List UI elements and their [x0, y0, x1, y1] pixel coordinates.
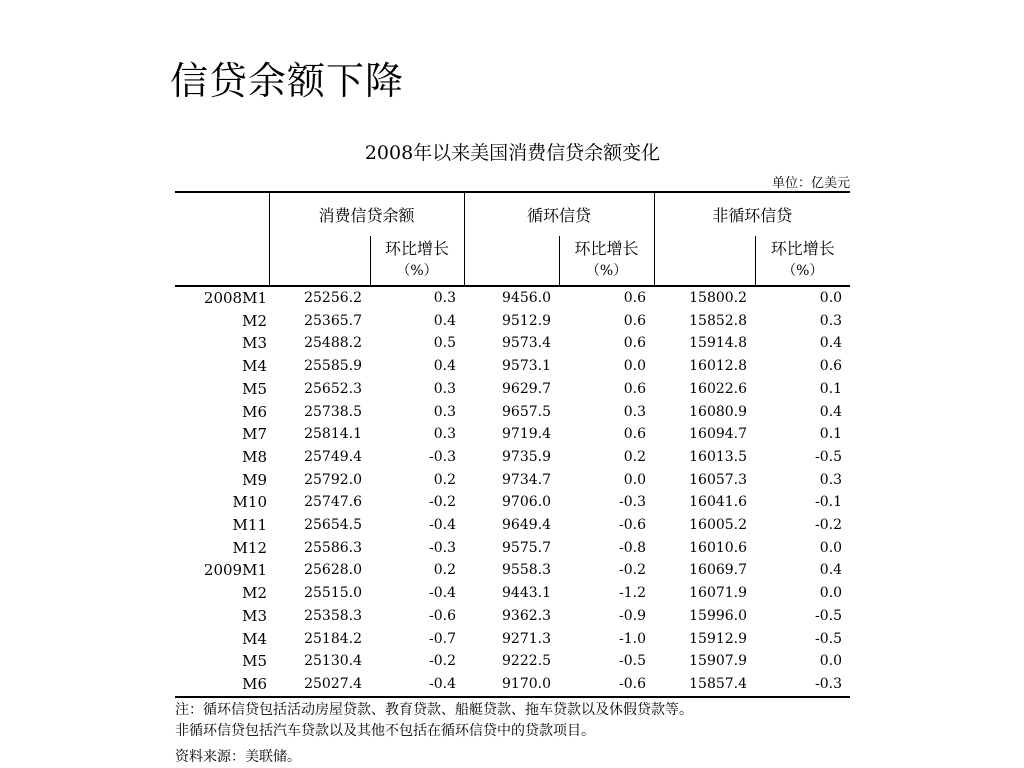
- table-cell: 0.4: [433, 312, 457, 329]
- table-cell: 16010.6: [689, 539, 748, 556]
- table-cell: -0.6: [429, 607, 457, 624]
- table-row: [175, 559, 850, 582]
- table-cell: 25628.0: [304, 562, 362, 579]
- table-cell: 0.3: [433, 380, 457, 397]
- row-label: M4: [242, 629, 267, 648]
- table-cell: 25654.5: [304, 517, 362, 534]
- table-cell: -0.7: [429, 630, 457, 647]
- table-cell: 0.5: [433, 335, 457, 352]
- consumer-credit-table: [175, 191, 850, 698]
- header-corner-sub: [175, 236, 269, 286]
- table-cell: 16069.7: [689, 562, 748, 579]
- table-cell: 15914.8: [689, 335, 748, 352]
- table-cell: 15857.4: [654, 673, 755, 697]
- table-cell: 9706.0: [502, 494, 552, 511]
- table-cell: -0.2: [429, 494, 457, 511]
- table-row: [175, 582, 850, 605]
- table-cell: -0.4: [370, 673, 464, 697]
- header-consumer-credit: 消费信贷余额: [269, 192, 464, 236]
- row-label: M3: [242, 606, 267, 625]
- table-cell: 15912.9: [689, 630, 748, 647]
- row-label: 2008M1: [203, 289, 267, 307]
- table-cell: 25515.0: [304, 585, 362, 602]
- table-cell: 16071.9: [689, 585, 748, 602]
- slide-title: 信贷余额下降: [170, 59, 405, 103]
- table-cell: 25585.9: [304, 358, 362, 375]
- table-row: [175, 628, 850, 651]
- growth-unit: （%）: [396, 263, 438, 279]
- table-cell: -0.9: [619, 607, 647, 624]
- table-cell: -1.0: [619, 630, 647, 647]
- table-cell: -0.5: [815, 448, 843, 465]
- table-cell: 0.0: [819, 585, 843, 602]
- header-revolving-credit: 循环信贷: [464, 192, 654, 236]
- row-label: M9: [242, 470, 267, 489]
- footnotes: [175, 700, 693, 742]
- table-cell: 9719.4: [502, 426, 552, 443]
- row-label: M5: [242, 652, 267, 671]
- row-label: 2009M1: [203, 561, 267, 580]
- row-label: M3: [242, 334, 267, 353]
- table-cell: -0.2: [815, 517, 843, 534]
- table-cell: -0.6: [559, 673, 654, 697]
- table-row: [175, 469, 850, 492]
- table-cell: 0.0: [819, 653, 843, 670]
- table-cell: -0.4: [429, 517, 457, 534]
- header-row-groups: [175, 192, 850, 236]
- table-cell: 0.6: [623, 380, 647, 397]
- table-cell: 0.3: [623, 403, 647, 420]
- table-cell: 25488.2: [304, 335, 362, 352]
- table-cell: 25652.3: [304, 380, 362, 397]
- table-cell: -0.6: [619, 517, 647, 534]
- source-note: 资料来源：美联储。: [175, 749, 301, 765]
- growth-label: 环比增长: [385, 239, 450, 258]
- table-cell: -0.5: [815, 607, 843, 624]
- table-row: [175, 332, 850, 355]
- table-cell: -0.3: [619, 494, 647, 511]
- table-cell: 9222.5: [502, 653, 552, 670]
- table-cell: 0.4: [819, 403, 843, 420]
- table-cell: -0.5: [619, 653, 647, 670]
- table-cell: 9558.3: [502, 562, 552, 579]
- table-cell: 16080.9: [689, 403, 748, 420]
- table-row: [175, 514, 850, 537]
- table-row: [175, 650, 850, 673]
- table-cell: 25358.3: [304, 607, 362, 624]
- table-cell: 0.1: [819, 380, 843, 397]
- header-growth-2: [559, 236, 654, 286]
- table-cell: 0.6: [819, 358, 843, 375]
- table-cell: 25792.0: [304, 471, 362, 488]
- table-cell: 0.3: [433, 290, 457, 306]
- table-cell: 25184.2: [304, 630, 362, 647]
- row-label: M10: [232, 493, 267, 512]
- table-cell: 0.3: [819, 471, 843, 488]
- row-label: M2: [242, 311, 267, 330]
- table-cell: 25256.2: [304, 290, 362, 306]
- table-cell: 9735.9: [502, 448, 552, 465]
- table-cell: 25130.4: [304, 653, 362, 670]
- table-cell: 16013.5: [689, 448, 748, 465]
- table-cell: 9575.7: [502, 539, 552, 556]
- table-cell: 0.1: [819, 426, 843, 443]
- table-cell: 0.6: [623, 290, 647, 306]
- row-label: M8: [242, 447, 267, 466]
- table-cell: 0.3: [819, 312, 843, 329]
- table-cell: 0.6: [623, 426, 647, 443]
- table-cell: 15852.8: [689, 312, 748, 329]
- header-blank: [464, 236, 559, 286]
- table-row: [175, 401, 850, 424]
- table-row: [175, 286, 850, 310]
- table-cell: 9573.1: [502, 358, 552, 375]
- header-nonrevolving-credit: 非循环信贷: [654, 192, 850, 236]
- table-cell: -0.3: [429, 448, 457, 465]
- header-growth-1: [370, 236, 464, 286]
- table-cell: 25738.5: [304, 403, 362, 420]
- table-cell: 15800.2: [689, 290, 748, 306]
- row-label: M4: [242, 357, 267, 376]
- header-row-sub: [175, 236, 850, 286]
- row-label: M6: [175, 673, 269, 697]
- table-cell: 0.4: [819, 335, 843, 352]
- table-cell: 0.2: [433, 562, 457, 579]
- table-cell: 16041.6: [689, 494, 748, 511]
- table-row: [175, 605, 850, 628]
- table-cell: -1.2: [619, 585, 647, 602]
- table-cell: 9443.1: [502, 585, 552, 602]
- table-cell: -0.3: [429, 539, 457, 556]
- table-cell: -0.4: [429, 585, 457, 602]
- table-row: [175, 423, 850, 446]
- table-cell: 0.0: [623, 471, 647, 488]
- table-cell: 15907.9: [689, 653, 748, 670]
- table-cell: 0.2: [623, 448, 647, 465]
- table-body: [175, 286, 850, 697]
- table-cell: 0.6: [623, 335, 647, 352]
- table-cell: 9629.7: [502, 380, 552, 397]
- table-cell: 16022.6: [689, 380, 748, 397]
- table-cell: 9362.3: [502, 607, 552, 624]
- table-cell: 0.3: [433, 426, 457, 443]
- table-cell: 25586.3: [304, 539, 362, 556]
- table-cell: 0.3: [433, 403, 457, 420]
- table-cell: 0.0: [819, 290, 843, 306]
- table-cell: 25749.4: [304, 448, 362, 465]
- table-cell: -0.5: [815, 630, 843, 647]
- table-row: [175, 378, 850, 401]
- table-cell: -0.8: [619, 539, 647, 556]
- table-title: 2008年以来美国消费信贷余额变化: [364, 142, 661, 164]
- table-cell: 0.0: [819, 539, 843, 556]
- table-cell: 9649.4: [502, 517, 552, 534]
- table-cell: 9573.4: [502, 335, 552, 352]
- row-label: M6: [242, 402, 267, 421]
- header-blank: [269, 236, 370, 286]
- growth-unit: （%）: [782, 263, 824, 279]
- table-cell: 9512.9: [502, 312, 552, 329]
- table-cell: -0.2: [429, 653, 457, 670]
- table-cell: 9657.5: [502, 403, 552, 420]
- row-label: M2: [242, 584, 267, 603]
- growth-label: 环比增长: [770, 239, 835, 258]
- row-label: M12: [232, 538, 267, 557]
- table-row: [175, 355, 850, 378]
- table-cell: 9170.0: [464, 673, 559, 697]
- header-blank: [654, 236, 755, 286]
- table-cell: 9734.7: [502, 471, 552, 488]
- row-label: M5: [242, 379, 267, 398]
- table-cell: 25747.6: [304, 494, 362, 511]
- table-row: [175, 537, 850, 560]
- table-cell: -0.2: [619, 562, 647, 579]
- table-cell: -0.1: [815, 494, 843, 511]
- table-cell: 25027.4: [269, 673, 370, 697]
- table-cell: 0.0: [623, 358, 647, 375]
- table-row: [175, 446, 850, 469]
- table-row: [175, 673, 850, 697]
- table-cell: -0.3: [755, 673, 850, 697]
- header-corner: [175, 192, 269, 236]
- unit-label: 单位：亿美元: [771, 176, 850, 191]
- footnote-2: 非循环信贷包括汽车贷款以及其他不包括在循环信贷中的贷款项目。: [175, 723, 595, 739]
- growth-unit: （%）: [585, 263, 628, 279]
- table-cell: 16057.3: [689, 471, 748, 488]
- table-cell: 25814.1: [304, 426, 362, 443]
- table-cell: 0.2: [433, 471, 457, 488]
- table-cell: 16012.8: [689, 358, 748, 375]
- table-cell: 15996.0: [689, 607, 748, 624]
- table-row: [175, 310, 850, 333]
- header-growth-3: [755, 236, 850, 286]
- footnote-1: 注：循环信贷包括活动房屋贷款、教育贷款、船艇贷款、拖车贷款以及休假贷款等。: [175, 702, 693, 718]
- row-label: M7: [242, 425, 267, 444]
- table-cell: 0.6: [623, 312, 647, 329]
- table-cell: 16005.2: [689, 517, 748, 534]
- table-cell: 0.4: [433, 358, 457, 375]
- growth-label: 环比增长: [574, 239, 639, 258]
- row-label: M11: [232, 516, 267, 535]
- table-row: [175, 491, 850, 514]
- table-cell: 16094.7: [689, 426, 748, 443]
- table-cell: 25365.7: [304, 312, 362, 329]
- table-cell: 0.4: [819, 562, 843, 579]
- table-cell: 9271.3: [502, 630, 552, 647]
- table-cell: 9456.0: [502, 290, 552, 306]
